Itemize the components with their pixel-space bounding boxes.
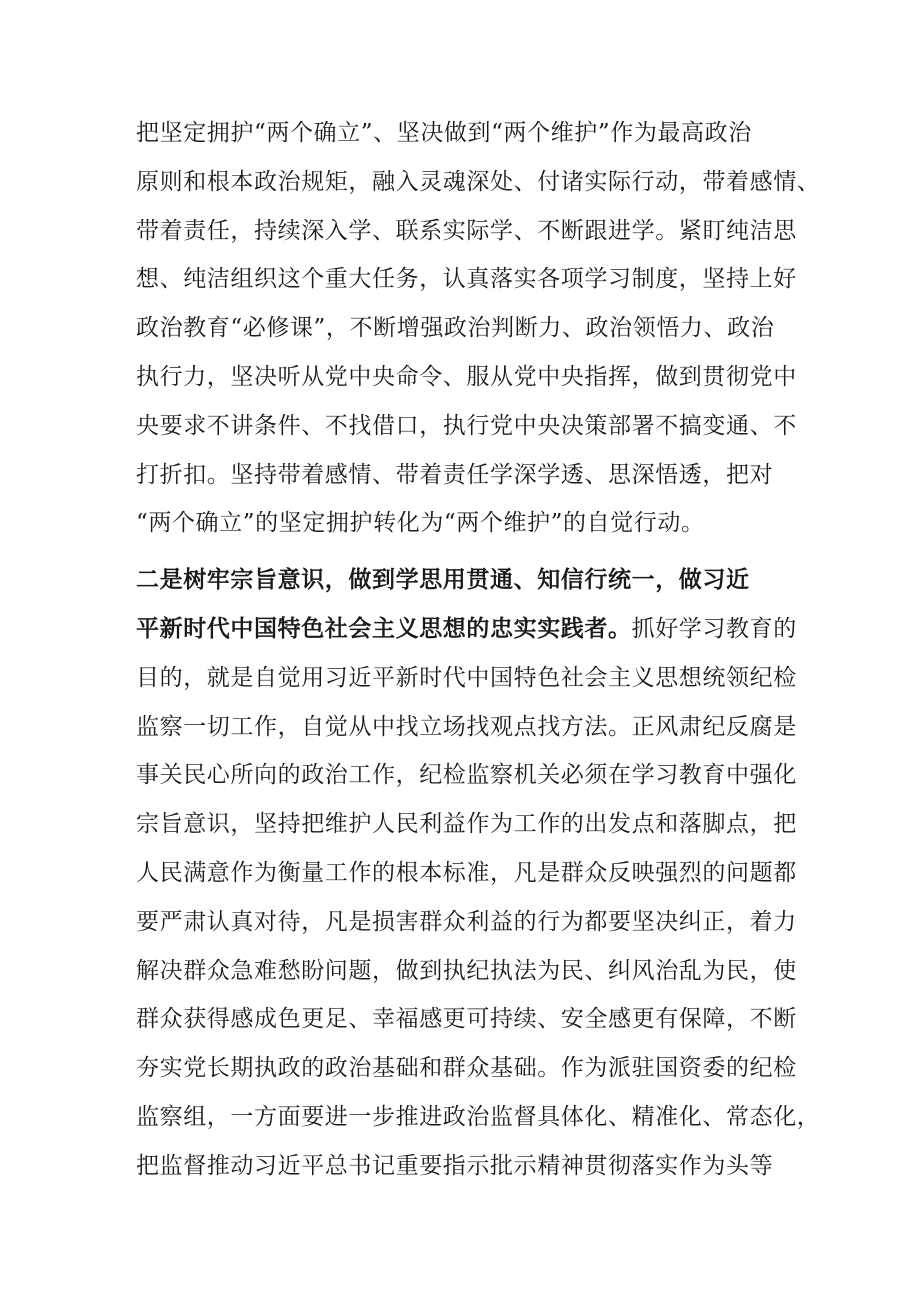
paragraph-line: “两个确立”的坚定拥护转化为“两个维护”的自觉行动。 [136,510,705,537]
section-heading-rest-text: 抓好学习教育的 [631,615,797,642]
paragraph-line: 央要求不讲条件、不找借口，执行党中央决策部署不搞变通、不 [136,412,797,439]
paragraph-line: 监察组，一方面要进一步推进政治监督具体化、精准化、常态化， [136,1103,821,1130]
document-body [136,109,821,1191]
paragraph-line: 想、纯洁组织这个重大任务，认真落实各项学习制度，坚持上好 [136,266,797,293]
paragraph-line: 人民满意作为衡量工作的根本标准，凡是群众反映强烈的问题都 [136,859,797,886]
section-heading-bold-text: 平新时代中国特色社会主义思想的忠实实践者。 [136,614,632,642]
paragraph-2 [136,556,821,1190]
section-heading-line: 二是树牢宗旨意识，做到学思用贯通、知信行统一，做习近 [136,566,750,594]
paragraph-line: 事关民心所向的政治工作，纪检监察机关必须在学习教育中强化 [136,762,797,789]
paragraph-line: 政治教育“必修课”，不断增强政治判断力、政治领悟力、政治 [136,315,775,342]
paragraph-line: 夯实党长期执政的政治基础和群众基础。作为派驻国资委的纪检 [136,1055,797,1082]
section-heading-line-mixed [136,605,797,654]
paragraph-line: 带着责任，持续深入学、联系实际学、不断跟进学。紧盯纯洁思 [136,217,797,244]
paragraph-line: 把坚定拥护“两个确立”、坚决做到“两个维护”作为最高政治 [136,120,752,146]
paragraph-line: 执行力，坚决听从党中央命令、服从党中央指挥，做到贯彻党中 [136,363,797,390]
paragraph-line: 解决群众急难愁盼问题，做到执纪执法为民、纠风治乱为民，使 [136,957,797,984]
paragraph-line: 宗旨意识，坚持把维护人民利益作为工作的出发点和落脚点，把 [136,811,797,838]
paragraph-line: 要严肃认真对待，凡是损害群众利益的行为都要坚决纠正，着力 [136,908,797,935]
paragraph-line: 把监督推动习近平总书记重要指示批示精神贯彻落实作为头等 [136,1152,774,1179]
paragraph-line: 原则和根本政治规矩，融入灵魂深处、付诸实际行动，带着感情、 [136,168,821,195]
paragraph-line: 群众获得感成色更足、幸福感更可持续、安全感更有保障，不断 [136,1006,797,1033]
paragraph-line: 目的，就是自觉用习近平新时代中国特色社会主义思想统领纪检 [136,664,797,691]
paragraph-line: 监察一切工作，自觉从中找立场找观点找方法。正风肃纪反腐是 [136,713,797,740]
paragraph-1 [136,109,821,548]
paragraph-line: 打折扣。坚持带着感情、带着责任学深学透、思深悟透，把对 [136,461,774,488]
paragraph-gap [136,548,788,556]
